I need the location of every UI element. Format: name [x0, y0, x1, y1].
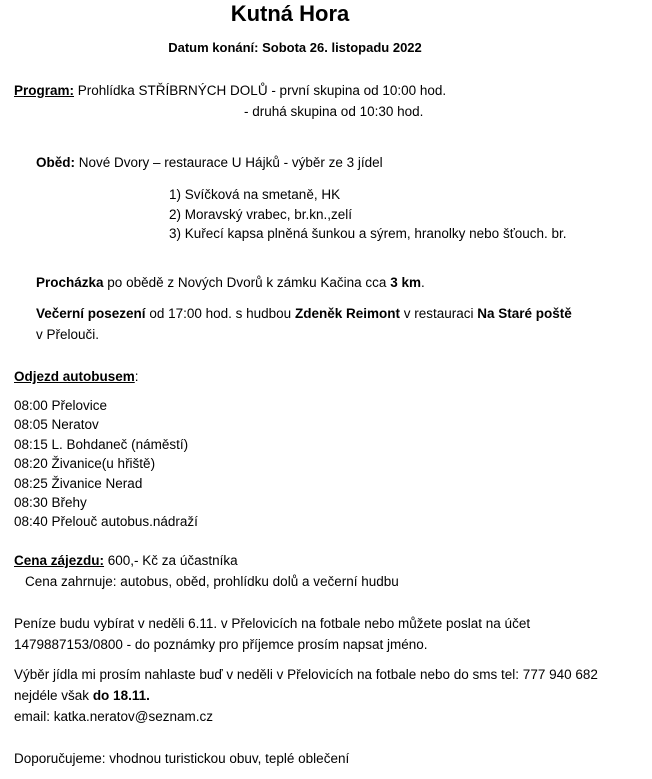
page-title: Kutná Hora	[230, 1, 350, 26]
program-second-group: - druhá skupina od 10:30 hod.	[244, 104, 424, 119]
price-label: Cena zájezdu:	[14, 553, 105, 568]
price-value: 600,- Kč za účastníka	[104, 553, 238, 568]
bus-stop: 08:00 Přelovice	[14, 398, 108, 413]
bus-stop: 08:05 Neratov	[14, 417, 99, 432]
evening-label: Večerní posezení	[36, 306, 146, 321]
lunch-line	[36, 153, 383, 172]
evening-text-1: od 17:00 hod. s hudbou	[145, 306, 295, 321]
recommendation: Doporučujeme: vhodnou turistickou obuv, teplé oblečení	[14, 751, 350, 766]
walk-text: po obědě z Nových Dvorů k zámku Kačina cca	[103, 275, 391, 290]
walk-label: Procházka	[36, 275, 104, 290]
price-line	[14, 551, 238, 570]
evening-line-2: v Přelouči.	[36, 327, 100, 342]
lunch-text: Nové Dvory – restaurace U Hájků - výběr ze 3 jídel	[75, 155, 383, 170]
payment-line-1: Peníze budu vybírat v neděli 6.11. v Přelovicích na fotbale nebo můžete poslat na účet	[14, 616, 531, 631]
lunch-option-2: 2) Moravský vrabec, br.kn.,zelí	[169, 207, 353, 222]
payment-line-2: 1479887153/0800 - do poznámky pro příjemce prosím napsat jméno.	[14, 637, 428, 652]
walk-end: .	[420, 275, 425, 290]
evening-venue: Na Staré poště	[477, 306, 572, 321]
meal-choice-line-1: Výběr jídla mi prosím nahlaste buď v neděli v Přelovicích na fotbale nebo do sms tel: 777 940 682	[14, 667, 598, 682]
walk-distance: 3 km	[390, 275, 421, 290]
bus-heading	[14, 367, 139, 386]
meal-choice-text: nejdéle však	[14, 688, 93, 703]
bus-stop: 08:30 Břehy	[14, 495, 87, 510]
lunch-option-3: 3) Kuřecí kapsa plněná šunkou a sýrem, hranolky nebo šťouch. br.	[169, 226, 567, 241]
meal-choice-line-2	[14, 686, 150, 705]
lunch-option-1: 1) Svíčková na smetaně, HK	[169, 187, 341, 202]
bus-stop: 08:25 Živanice Nerad	[14, 476, 143, 491]
program-line-1	[14, 81, 446, 100]
evening-artist: Zdeněk Reimont	[294, 306, 400, 321]
walk-line	[36, 273, 425, 292]
evening-line-1	[36, 304, 572, 323]
contact-email[interactable]: email: katka.neratov@seznam.cz	[14, 709, 214, 724]
program-label: Program:	[14, 83, 75, 98]
meal-choice-deadline: do 18.11.	[92, 688, 150, 703]
bus-stop: 08:40 Přelouč autobus.nádraží	[14, 514, 198, 529]
lunch-label: Oběd:	[36, 155, 75, 170]
bus-label: Odjezd autobusem	[14, 369, 135, 384]
bus-stop: 08:15 L. Bohdaneč (náměstí)	[14, 437, 189, 452]
price-includes: Cena zahrnuje: autobus, oběd, prohlídku dolů a večerní hudbu	[25, 574, 399, 589]
event-date: Datum konání: Sobota 26. listopadu 2022	[168, 40, 422, 55]
bus-stop: 08:20 Živanice(u hřiště)	[14, 456, 156, 471]
evening-text-2: v restauraci	[399, 306, 478, 321]
program-first-group: Prohlídka STŘÍBRNÝCH DOLŮ - první skupina od 10:00 hod.	[74, 83, 447, 98]
bus-colon: :	[134, 369, 139, 384]
